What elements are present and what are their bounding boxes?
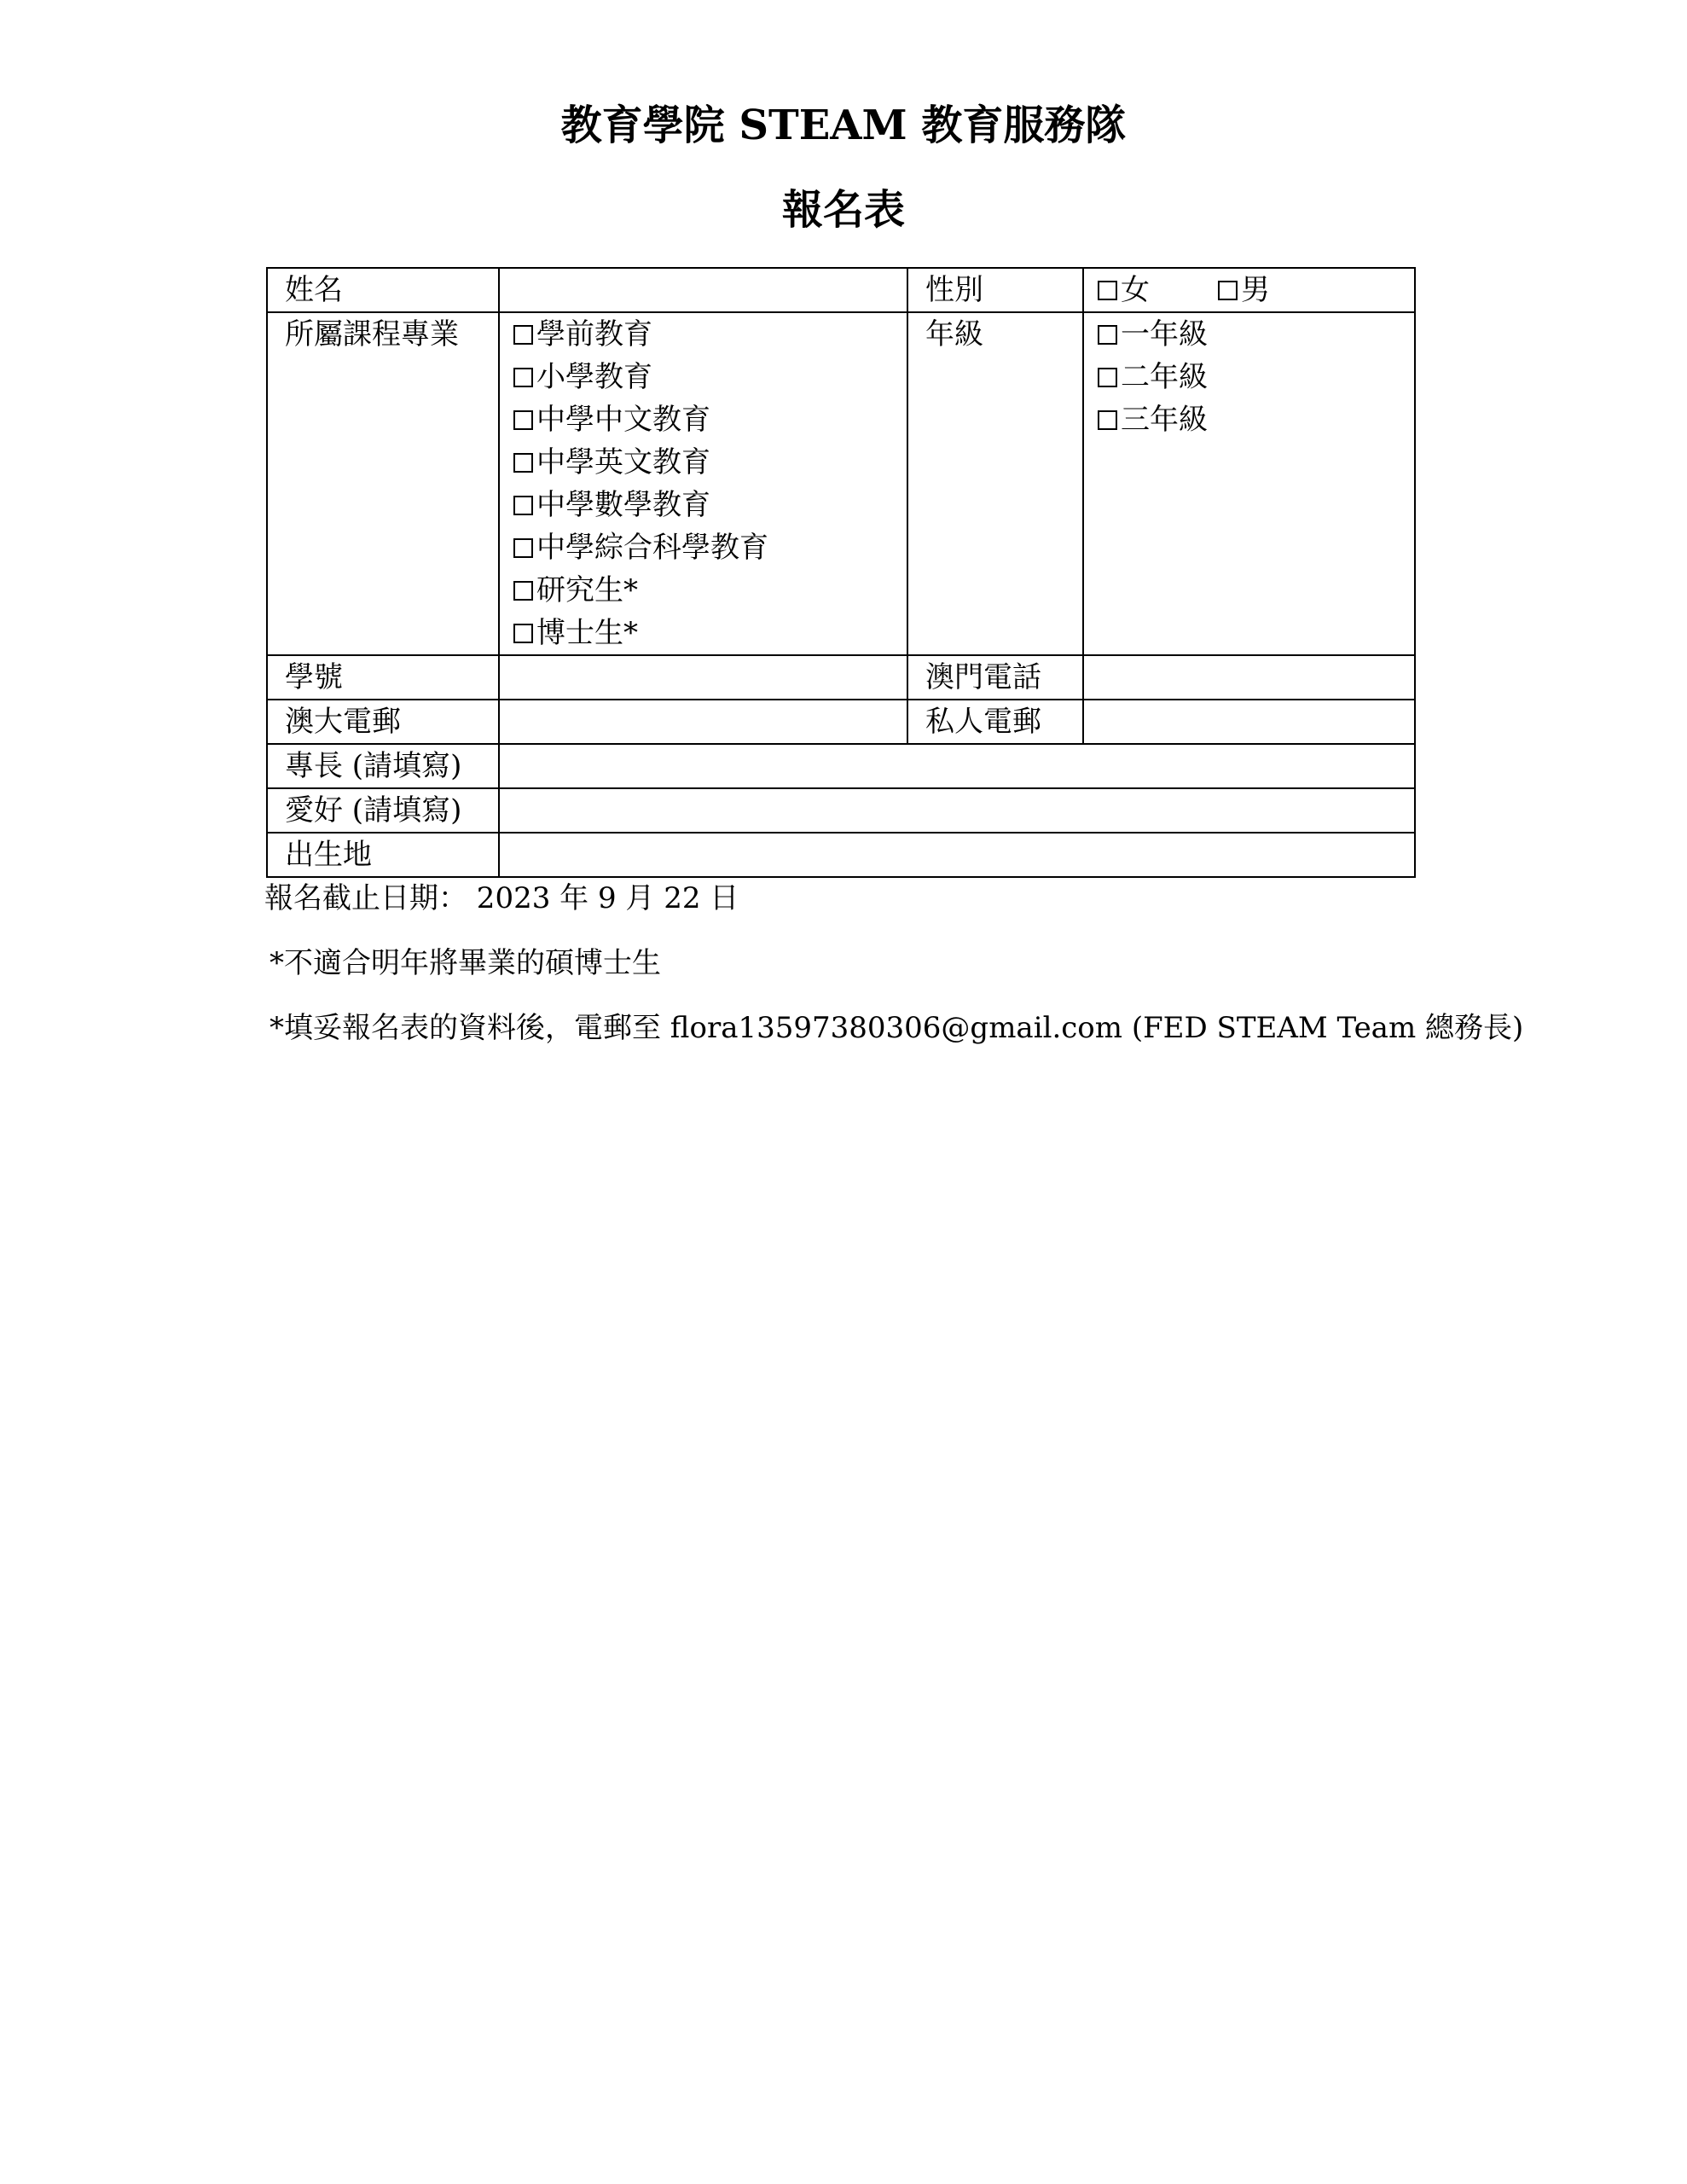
programme-option[interactable]: [513, 612, 907, 654]
gender-option-label: 女: [1121, 273, 1150, 307]
programme-option[interactable]: [513, 398, 907, 441]
row-hobby: [267, 788, 1415, 833]
programme-option[interactable]: [513, 441, 907, 484]
programme-option-label: 學前教育: [536, 317, 652, 351]
programme-option-label: 小學教育: [536, 360, 652, 394]
gender-option-female[interactable]: [1098, 273, 1150, 307]
document-subtitle: 報名表: [781, 186, 905, 234]
checkbox-icon[interactable]: [513, 496, 533, 515]
year-label: 年級: [907, 312, 1083, 655]
specialty-label: 專長 (請填寫): [267, 744, 499, 788]
um-email-label: 澳大電郵: [267, 700, 499, 744]
birthplace-input-cell[interactable]: [499, 833, 1415, 877]
programme-options: [499, 312, 907, 655]
checkbox-icon[interactable]: [513, 581, 533, 601]
specialty-input-cell[interactable]: [499, 744, 1415, 788]
year-option-label: 三年級: [1121, 403, 1208, 437]
year-option-label: 二年級: [1121, 360, 1208, 394]
checkbox-icon[interactable]: [1098, 410, 1117, 430]
row-student-id-phone: [267, 655, 1415, 700]
row-programme-year: [267, 312, 1415, 655]
deadline-note: 報名截止日期： 2023 年 9 月 22 日: [264, 881, 739, 915]
hobby-label: 愛好 (請填寫): [267, 788, 499, 833]
birthplace-label: 出生地: [267, 833, 499, 877]
gender-label: 性別: [907, 268, 1083, 312]
eligibility-note: *不適合明年將畢業的碩博士生: [270, 946, 661, 980]
year-options: [1083, 312, 1415, 655]
name-input-cell[interactable]: [499, 268, 907, 312]
name-label: 姓名: [267, 268, 499, 312]
programme-option[interactable]: [513, 356, 907, 398]
programme-option-label: 博士生*: [536, 616, 638, 650]
year-option-label: 一年級: [1121, 317, 1208, 351]
checkbox-icon[interactable]: [1218, 281, 1238, 300]
checkbox-icon[interactable]: [513, 538, 533, 558]
student-id-label: 學號: [267, 655, 499, 700]
year-option[interactable]: [1098, 398, 1414, 441]
document-title: 教育學院 STEAM 教育服務隊: [560, 102, 1127, 149]
row-birthplace: [267, 833, 1415, 877]
programme-option-label: 中學英文教育: [536, 445, 710, 479]
submission-note: *填妥報名表的資料後，電郵至 flora13597380306@gmail.com (FED STEAM Team 總務長): [270, 1011, 1524, 1045]
checkbox-icon[interactable]: [513, 410, 533, 430]
macau-phone-input-cell[interactable]: [1083, 655, 1415, 700]
macau-phone-label: 澳門電話: [907, 655, 1083, 700]
programme-option-label: 中學中文教育: [536, 403, 710, 437]
row-specialty: [267, 744, 1415, 788]
checkbox-icon[interactable]: [1098, 325, 1117, 345]
gender-option-male[interactable]: [1218, 273, 1270, 307]
programme-option-label: 中學數學教育: [536, 488, 710, 522]
programme-option[interactable]: [513, 313, 907, 356]
checkbox-icon[interactable]: [1098, 368, 1117, 387]
gender-options: [1083, 268, 1415, 312]
programme-option[interactable]: [513, 484, 907, 526]
personal-email-label: 私人電郵: [907, 700, 1083, 744]
checkbox-icon[interactable]: [513, 453, 533, 473]
programme-option[interactable]: [513, 526, 907, 569]
year-option[interactable]: [1098, 313, 1414, 356]
row-name-gender: [267, 268, 1415, 312]
student-id-input-cell[interactable]: [499, 655, 907, 700]
um-email-input-cell[interactable]: [499, 700, 907, 744]
year-option[interactable]: [1098, 356, 1414, 398]
hobby-input-cell[interactable]: [499, 788, 1415, 833]
checkbox-icon[interactable]: [513, 325, 533, 345]
checkbox-icon[interactable]: [1098, 281, 1117, 300]
registration-form-table: [266, 267, 1416, 878]
programme-label: 所屬課程專業: [267, 312, 499, 655]
checkbox-icon[interactable]: [513, 368, 533, 387]
personal-email-input-cell[interactable]: [1083, 700, 1415, 744]
gender-option-label: 男: [1241, 273, 1270, 307]
row-emails: [267, 700, 1415, 744]
checkbox-icon[interactable]: [513, 624, 533, 643]
programme-option[interactable]: [513, 569, 907, 612]
programme-option-label: 研究生*: [536, 573, 638, 607]
programme-option-label: 中學綜合科學教育: [536, 531, 768, 565]
